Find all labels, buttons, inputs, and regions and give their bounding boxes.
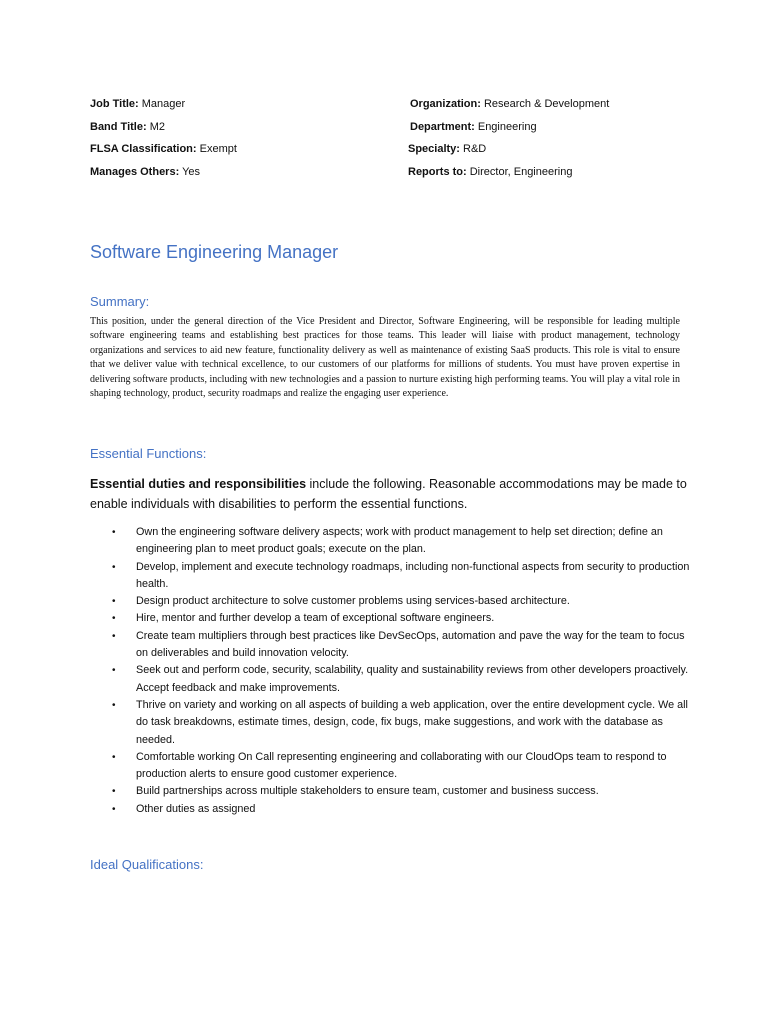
department-row xyxy=(410,116,738,139)
department-value: Engineering xyxy=(474,120,537,133)
job-title-row xyxy=(90,93,390,116)
duty-text: Other duties as assigned xyxy=(136,802,256,815)
organization-value: Research & Development xyxy=(480,98,610,110)
reports-to-value: Director, Engineering xyxy=(466,165,573,178)
duty-text: Hire, mentor and further develop a team of exceptional software engineers. xyxy=(136,612,495,625)
essential-intro-bold: Essential duties and responsibilities xyxy=(90,477,307,491)
list-item xyxy=(110,593,690,610)
bullet-icon: • xyxy=(112,613,116,625)
list-item xyxy=(110,749,690,784)
job-info-right xyxy=(408,93,738,183)
band-title-label: Band Title: xyxy=(90,120,147,133)
list-item xyxy=(110,783,690,800)
flsa-value: Exempt xyxy=(196,143,237,155)
manages-others-value: Yes xyxy=(179,165,201,178)
essential-intro xyxy=(90,474,690,514)
job-info-left xyxy=(90,93,390,183)
bullet-icon: • xyxy=(112,786,116,798)
specialty-row xyxy=(408,138,738,161)
job-title-value: Manager xyxy=(138,98,186,110)
duty-text: Develop, implement and execute technology roadmaps, including non-functional aspects from security to production health. xyxy=(136,560,690,590)
specialty-label: Specialty: xyxy=(408,143,460,155)
duty-text: Own the engineering software delivery aspects; work with product management to help set direction; define an engineering plan to meet product goals; execute on the plan. xyxy=(136,526,663,556)
organization-row xyxy=(410,93,738,116)
ideal-qualifications-heading: Ideal Qualifications: xyxy=(90,857,204,872)
duty-text: Thrive on variety and working on all aspects of building a web application, over the entire development cycle. We all do task breakdowns, estimate times, design, code, fix bugs, make suggestions, and work with the database as needed. xyxy=(136,698,688,746)
bullet-icon: • xyxy=(112,751,116,763)
bullet-icon: • xyxy=(112,596,116,608)
bullet-icon: • xyxy=(112,630,116,642)
summary-heading: Summary: xyxy=(90,294,150,309)
bullet-icon: • xyxy=(112,665,116,677)
band-title-value: M2 xyxy=(146,120,165,133)
list-item xyxy=(110,559,690,594)
band-title-row xyxy=(90,116,390,139)
department-label: Department: xyxy=(410,120,475,133)
organization-label: Organization: xyxy=(410,98,481,110)
specialty-value: R&D xyxy=(459,143,487,155)
job-heading: Software Engineering Manager xyxy=(90,242,339,262)
bullet-icon: • xyxy=(112,561,116,573)
flsa-label: FLSA Classification: xyxy=(90,143,197,155)
bullet-icon: • xyxy=(112,527,116,538)
manages-others-label: Manages Others: xyxy=(90,165,180,178)
list-item xyxy=(110,628,690,663)
duty-text: Seek out and perform code, security, scalability, quality and sustainability reviews from other developers proactively. Accept feedback and make improvements. xyxy=(136,664,689,694)
bullet-icon: • xyxy=(112,699,116,711)
duties-list xyxy=(110,524,690,818)
manages-others-row xyxy=(90,161,390,184)
essential-functions-heading: Essential Functions: xyxy=(90,446,207,461)
flsa-row xyxy=(90,138,390,161)
duty-text: Design product architecture to solve customer problems using services-based architecture. xyxy=(136,595,570,608)
list-item xyxy=(110,662,690,697)
reports-to-row xyxy=(408,161,738,184)
duty-text: Comfortable working On Call representing engineering and collaborating with our CloudOps team to respond to production alerts to ensure good customer experience. xyxy=(136,750,667,781)
list-item xyxy=(110,697,690,749)
job-title-label: Job Title: xyxy=(90,98,139,110)
bullet-icon: • xyxy=(112,803,116,815)
reports-to-label: Reports to: xyxy=(408,165,467,178)
list-item xyxy=(110,801,690,818)
essential-intro-rest: include the following. Reasonable accommodations may be made to enable individuals with disabilities to perform the essential functions. xyxy=(90,477,687,511)
duty-text: Build partnerships across multiple stakeholders to ensure team, customer and business success. xyxy=(136,785,599,798)
list-item xyxy=(110,524,690,559)
list-item xyxy=(110,610,690,627)
duty-text: Create team multipliers through best practices like DevSecOps, automation and pave the way for the team to focus on deliverables and build innovation velocity. xyxy=(136,629,685,660)
summary-paragraph: This position, under the general direction of the Vice President and Director, Software Engineering, will be responsible for leading multiple software engineering teams and establishing best practices for those teams. This leader will liaise with product management, technology organizations and services to aid new feature, functionality delivery as well as maintenance of existing SaaS products. This role is vital to ensure that we deliver value with technical excellence, to our customers of our platforms for millions of students. You must have proven expertise in delivering software products, including with new technologies and a passion to nurture existing high performing teams. You will play a vital role in shaping technology, product, security roadmaps and realize the engaging user experience. xyxy=(90,316,680,400)
